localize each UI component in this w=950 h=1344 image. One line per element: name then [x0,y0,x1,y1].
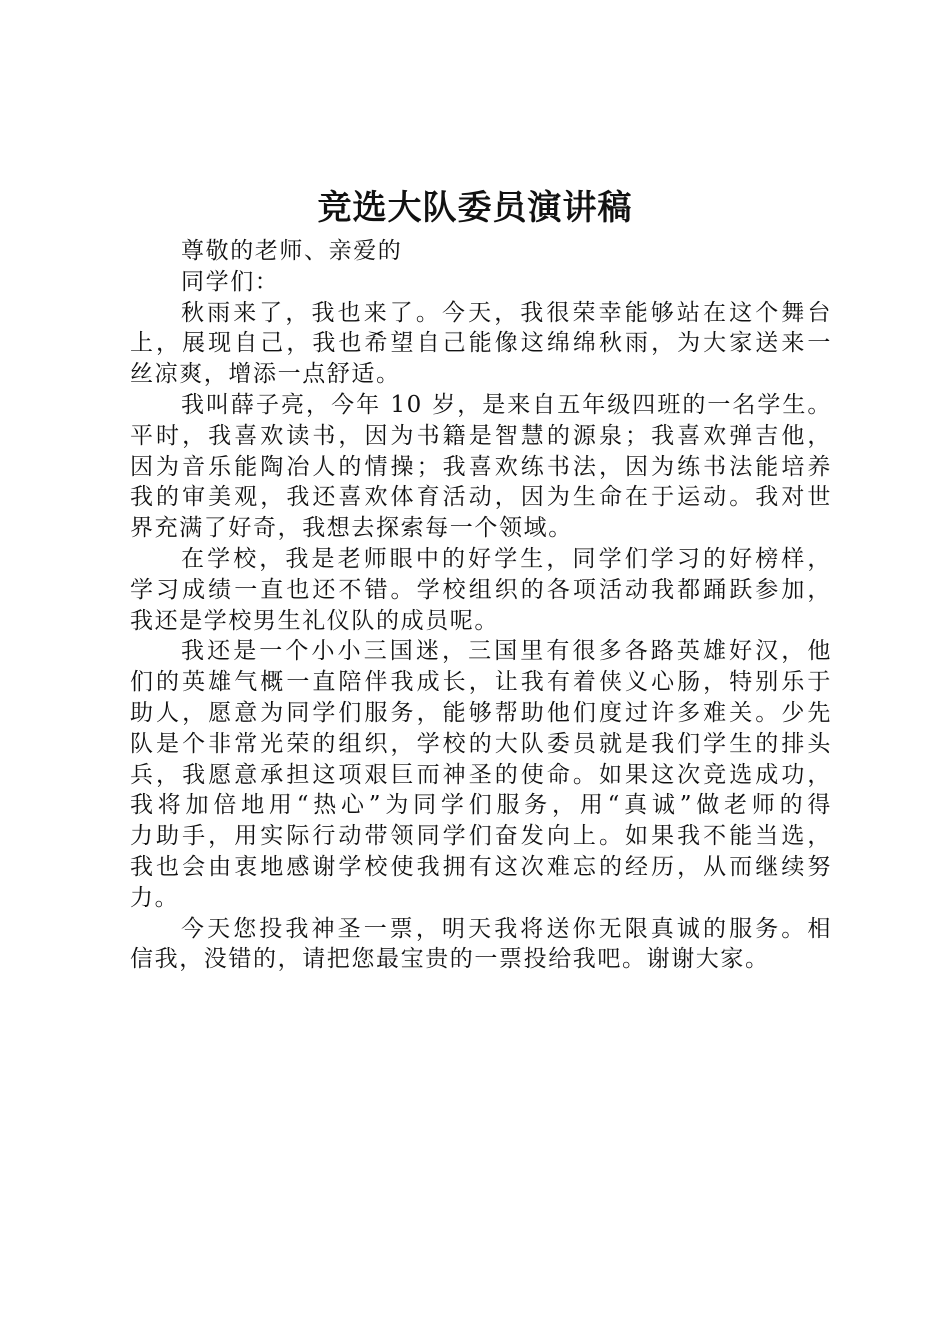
paragraph-line: 平时，我喜欢读书，因为书籍是智慧的源泉；我喜欢弹吉他， [130,422,832,449]
paragraph-line: 力助手，用实际行动带领同学们奋发向上。如果我不能当选， [130,823,832,850]
paragraph-line: 队是个非常光荣的组织，学校的大队委员就是我们学生的排头 [130,730,832,757]
paragraph-line: 我将加倍地用“热心”为同学们服务，用“真诚”做老师的得 [130,792,832,819]
paragraph-line: 我叫薛子亮，今年 10 岁，是来自五年级四班的一名学生。 [181,391,832,418]
speech-body [130,236,832,975]
paragraph-line: 上，展现自己，我也希望自己能像这绵绵秋雨，为大家送来一 [130,330,832,357]
paragraph-line: 兵，我愿意承担这项艰巨而神圣的使命。如果这次竞选成功， [130,761,832,788]
paragraph-line: 今天您投我神圣一票，明天我将送你无限真诚的服务。相 [181,915,832,942]
paragraph-line: 我也会由衷地感谢学校使我拥有这次难忘的经历，从而继续努 [130,853,832,880]
paragraph-line: 在学校，我是老师眼中的好学生，同学们学习的好榜样， [181,545,832,572]
paragraph-line: 丝凉爽，增添一点舒适。 [130,361,401,388]
salutation-line: 尊敬的老师、亲爱的 [181,238,403,264]
document-title: 竞选大队委员演讲稿 [317,188,633,228]
paragraph-line: 因为音乐能陶冶人的情操；我喜欢练书法，因为练书法能培养 [130,453,832,480]
paragraph-line: 秋雨来了，我也来了。今天，我很荣幸能够站在这个舞台 [181,299,832,326]
paragraph-line: 力。 [130,884,180,911]
paragraph-line: 学习成绩一直也还不错。学校组织的各项活动我都踊跃参加， [130,576,832,603]
paragraph-line: 我的审美观，我还喜欢体育活动，因为生命在于运动。我对世 [130,484,832,511]
paragraph-line: 助人，愿意为同学们服务，能够帮助他们度过许多难关。少先 [130,699,832,726]
salutation-line: 同学们： [181,268,280,295]
paragraph-line: 我还是学校男生礼仪队的成员呢。 [130,607,499,634]
paragraph-line: 界充满了好奇，我想去探索每一个领域。 [130,515,573,542]
paragraph-line: 我还是一个小小三国迷，三国里有很多各路英雄好汉，他 [181,638,832,665]
paragraph-line: 们的英雄气概一直陪伴我成长，让我有着侠义心肠，特别乐于 [130,669,832,696]
paragraph-line: 信我，没错的，请把您最宝贵的一票投给我吧。谢谢大家。 [130,946,770,973]
